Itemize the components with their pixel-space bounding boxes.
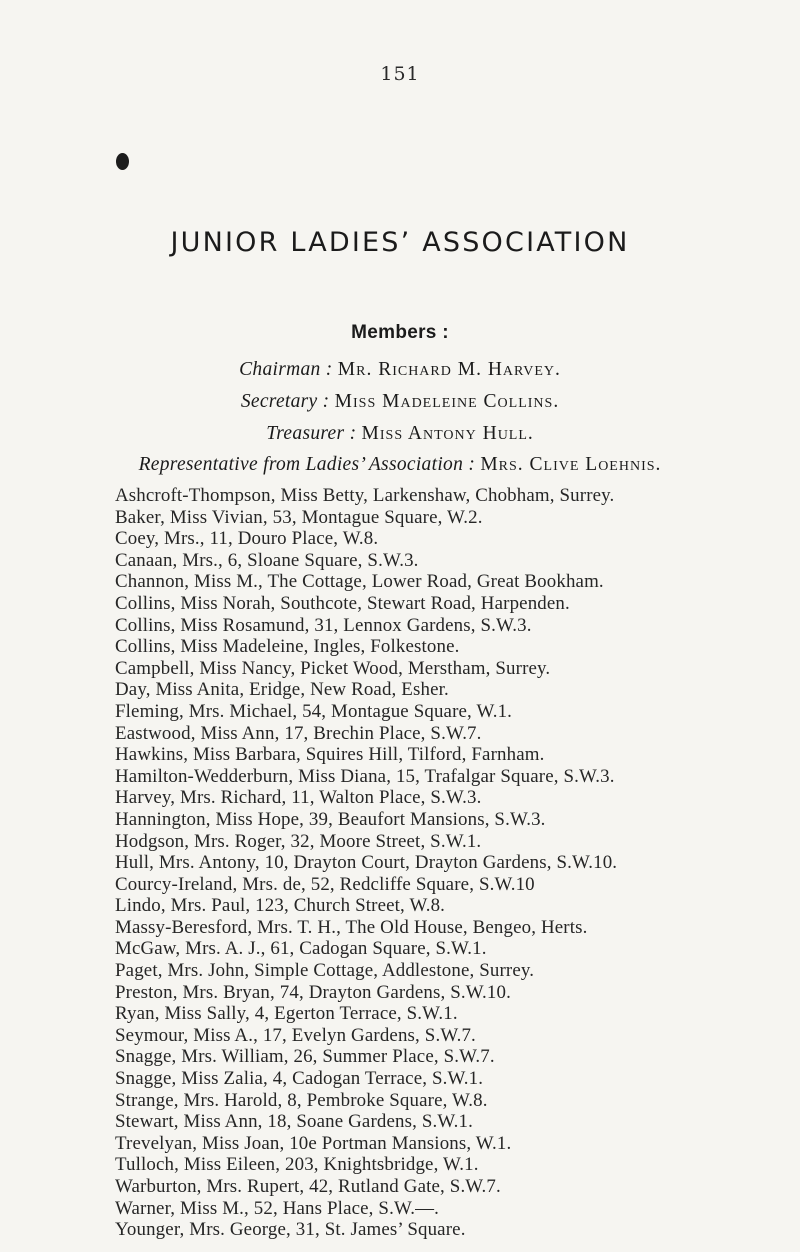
members-heading: Members :	[351, 322, 449, 343]
officer-treasurer	[0, 423, 800, 445]
ink-dot	[116, 153, 129, 170]
member-entry: Hodgson, Mrs. Roger, 32, Moore Street, S.W.1.	[115, 830, 482, 852]
member-entry: Channon, Miss M., The Cottage, Lower Road, Great Bookham.	[115, 571, 604, 593]
member-entry: Stewart, Miss Ann, 18, Soane Gardens, S.W.1.	[115, 1111, 473, 1133]
member-entry: Tulloch, Miss Eileen, 203, Knightsbridge, W.1.	[115, 1154, 479, 1176]
officer-name: Mr. Richard M. Harvey.	[337, 359, 561, 380]
member-entry: Snagge, Miss Zalia, 4, Cadogan Terrace, S.W.1.	[115, 1068, 484, 1090]
member-entry: Courcy-Ireland, Mrs. de, 52, Redcliffe Square, S.W.10	[115, 873, 535, 895]
member-entry: Fleming, Mrs. Michael, 54, Montague Square, W.1.	[115, 700, 513, 722]
member-entry: Preston, Mrs. Bryan, 74, Drayton Gardens, S.W.10.	[115, 981, 511, 1003]
member-entry: Warburton, Mrs. Rupert, 42, Rutland Gate, S.W.7.	[115, 1176, 501, 1197]
member-entry: McGaw, Mrs. A. J., 61, Cadogan Square, S.W.1.	[115, 938, 487, 960]
member-entry: Strange, Mrs. Harold, 8, Pembroke Square, W.8.	[115, 1089, 488, 1111]
page-number: 151	[380, 63, 420, 85]
member-entry: Eastwood, Miss Ann, 17, Brechin Place, S.W.7.	[115, 722, 482, 744]
member-entry: Collins, Miss Norah, Southcote, Stewart Road, Harpenden.	[115, 592, 570, 614]
member-entry: Collins, Miss Madeleine, Ingles, Folkestone.	[115, 636, 460, 658]
member-entry: Canaan, Mrs., 6, Sloane Square, S.W.3.	[115, 549, 419, 571]
officer-role: Chairman :	[239, 359, 333, 380]
member-entry: Snagge, Mrs. William, 26, Summer Place, S.W.7.	[115, 1046, 495, 1068]
member-entry: Seymour, Miss A., 17, Evelyn Gardens, S.W.7.	[115, 1024, 476, 1046]
officer-role: Representative from Ladies’ Association :	[138, 454, 476, 475]
member-entry: Massy-Beresford, Mrs. T. H., The Old House, Bengeo, Herts.	[115, 916, 588, 938]
member-entry: Day, Miss Anita, Eridge, New Road, Esher.	[115, 679, 449, 701]
page-title: JUNIOR LADIES’ ASSOCIATION	[170, 227, 630, 258]
member-entry: Harvey, Mrs. Richard, 11, Walton Place, S.W.3.	[115, 787, 482, 809]
member-entry: Hawkins, Miss Barbara, Squires Hill, Tilford, Farnham.	[115, 744, 545, 766]
officer-chairman	[0, 359, 800, 381]
officer-name: Mrs. Clive Loehnis.	[480, 454, 662, 475]
member-entry: Hamilton-Wedderburn, Miss Diana, 15, Trafalgar Square, S.W.3.	[115, 765, 615, 787]
officer-representative	[0, 454, 800, 476]
member-entry: Warner, Miss M., 52, Hans Place, S.W.—.	[115, 1197, 439, 1219]
member-entry: Collins, Miss Rosamund, 31, Lennox Gardens, S.W.3.	[115, 614, 532, 636]
member-entry: Coey, Mrs., 11, Douro Place, W.8.	[115, 528, 379, 550]
officer-role: Treasurer :	[266, 423, 357, 444]
member-entry: Ashcroft-Thompson, Miss Betty, Larkenshaw, Chobham, Surrey.	[115, 485, 615, 506]
officer-secretary	[0, 391, 800, 413]
member-entry: Younger, Mrs. George, 31, St. James’ Square.	[115, 1219, 466, 1241]
member-entry: Paget, Mrs. John, Simple Cottage, Addlestone, Surrey.	[115, 960, 535, 982]
member-entry: Campbell, Miss Nancy, Picket Wood, Merstham, Surrey.	[115, 657, 551, 679]
member-entry: Baker, Miss Vivian, 53, Montague Square, W.2.	[115, 506, 483, 528]
officer-role: Secretary :	[240, 391, 330, 412]
member-entry: Hannington, Miss Hope, 39, Beaufort Mansions, S.W.3.	[115, 808, 546, 830]
member-entry: Ryan, Miss Sally, 4, Egerton Terrace, S.W.1.	[115, 1003, 458, 1025]
members-list	[115, 485, 800, 1241]
member-entry: Hull, Mrs. Antony, 10, Drayton Court, Drayton Gardens, S.W.10.	[115, 852, 618, 874]
member-entry: Trevelyan, Miss Joan, 10e Portman Mansions, W.1.	[115, 1132, 512, 1154]
officer-name: Miss Antony Hull.	[361, 423, 534, 444]
officer-name: Miss Madeleine Collins.	[334, 391, 560, 412]
member-entry: Lindo, Mrs. Paul, 123, Church Street, W.8.	[115, 895, 446, 917]
